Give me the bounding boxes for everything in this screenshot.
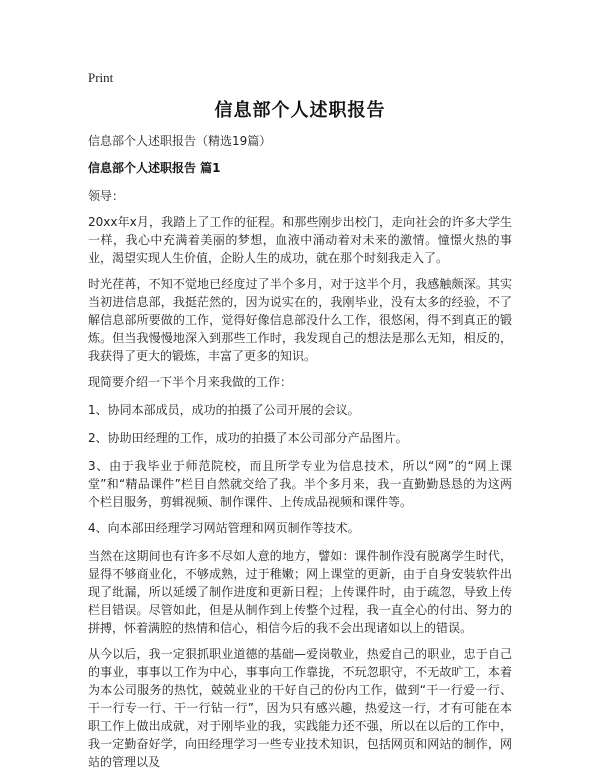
paragraph: 从今以后，我一定狠抓职业道德的基础—爱岗敬业，热爱自己的职业，忠于自己的事业，事事以工作为中心，事事向工作靠拢，不玩忽职守，不无故旷工，本着为本公司服务的热忱，兢兢业业的干好自己的份内工作，做到“干一行爱一行、干一行专一行、干一行钻一行”，因为只有感兴趣，热爱这一行，才有可能在本职工作上做出成就，对于刚毕业的我，实践能力还不强，所以在以后的工作中，我一定勤奋好学，向田经理学习一些专业技术知识，包括网页和网站的制作，网站的管理以及 [88,647,512,769]
page-title: 信息部个人述职报告 [214,100,386,121]
list-item: 2、协助田经理的工作，成功的拍摄了本公司部分产品图片。 [88,431,408,445]
paragraph: 20xx年x月，我踏上了工作的征程。和那些刚步出校门，走向社会的许多大学生一样，我心中充满着美丽的梦想，血液中涌动着对未来的激情。憧憬火热的事业，渴望实现人生价值，企盼人生的成功，就在那个时刻我走入了。 [88,215,512,265]
list-item: 3、由于我毕业于师范院校，而且所学专业为信息技术，所以“网”的“网上课堂”和“精品课件”栏目自然就交给了我。半个多月来，我一直勤勤恳恳的为这两个栏目服务，剪辑视频、制作课件、上传成品视频和课件等。 [88,459,512,509]
list-item: 1、协同本部成员，成功的拍摄了公司开展的会议。 [88,403,360,417]
section-heading: 信息部个人述职报告 篇1 [88,161,221,175]
salutation: 领导： [88,189,125,203]
print-link[interactable]: Print [88,70,114,85]
document-subtitle: 信息部个人述职报告（精选19篇） [88,134,272,148]
paragraph: 现简要介绍一下半个月来我做的工作： [88,375,293,389]
document-body [88,133,512,779]
paragraph: 时光荏苒，不知不觉地已经度过了半个多月，对于这半个月，我感触颇深。其实当初进信息部，我挺茫然的，因为说实在的，我刚毕业，没有太多的经验，不了解信息部所要做的工作，觉得好像信息部没什么工作，很悠闲，得不到真正的锻炼。但当我慢慢地深入到那些工作时，我发现自己的想法是那么无知，相反的，我获得了更大的锻炼，丰富了更多的知识。 [88,277,512,363]
list-item: 4、向本部田经理学习网站管理和网页制作等技术。 [88,521,360,535]
paragraph: 当然在这期间也有许多不尽如人意的地方，譬如：课件制作没有脱离学生时代，显得不够商业化，不够成熟，过于稚嫩；网上课堂的更新，由于自身安装软件出现了纰漏，所以延缓了制作进度和更新日程；上传课件时，由于疏忽，导致上传栏目错误。尽管如此，但是从制作到上传整个过程，我一直全心的付出、努力的拼搏，怀着满腔的热情和信心，相信今后的我不会出现诸如以上的错误。 [88,549,512,635]
